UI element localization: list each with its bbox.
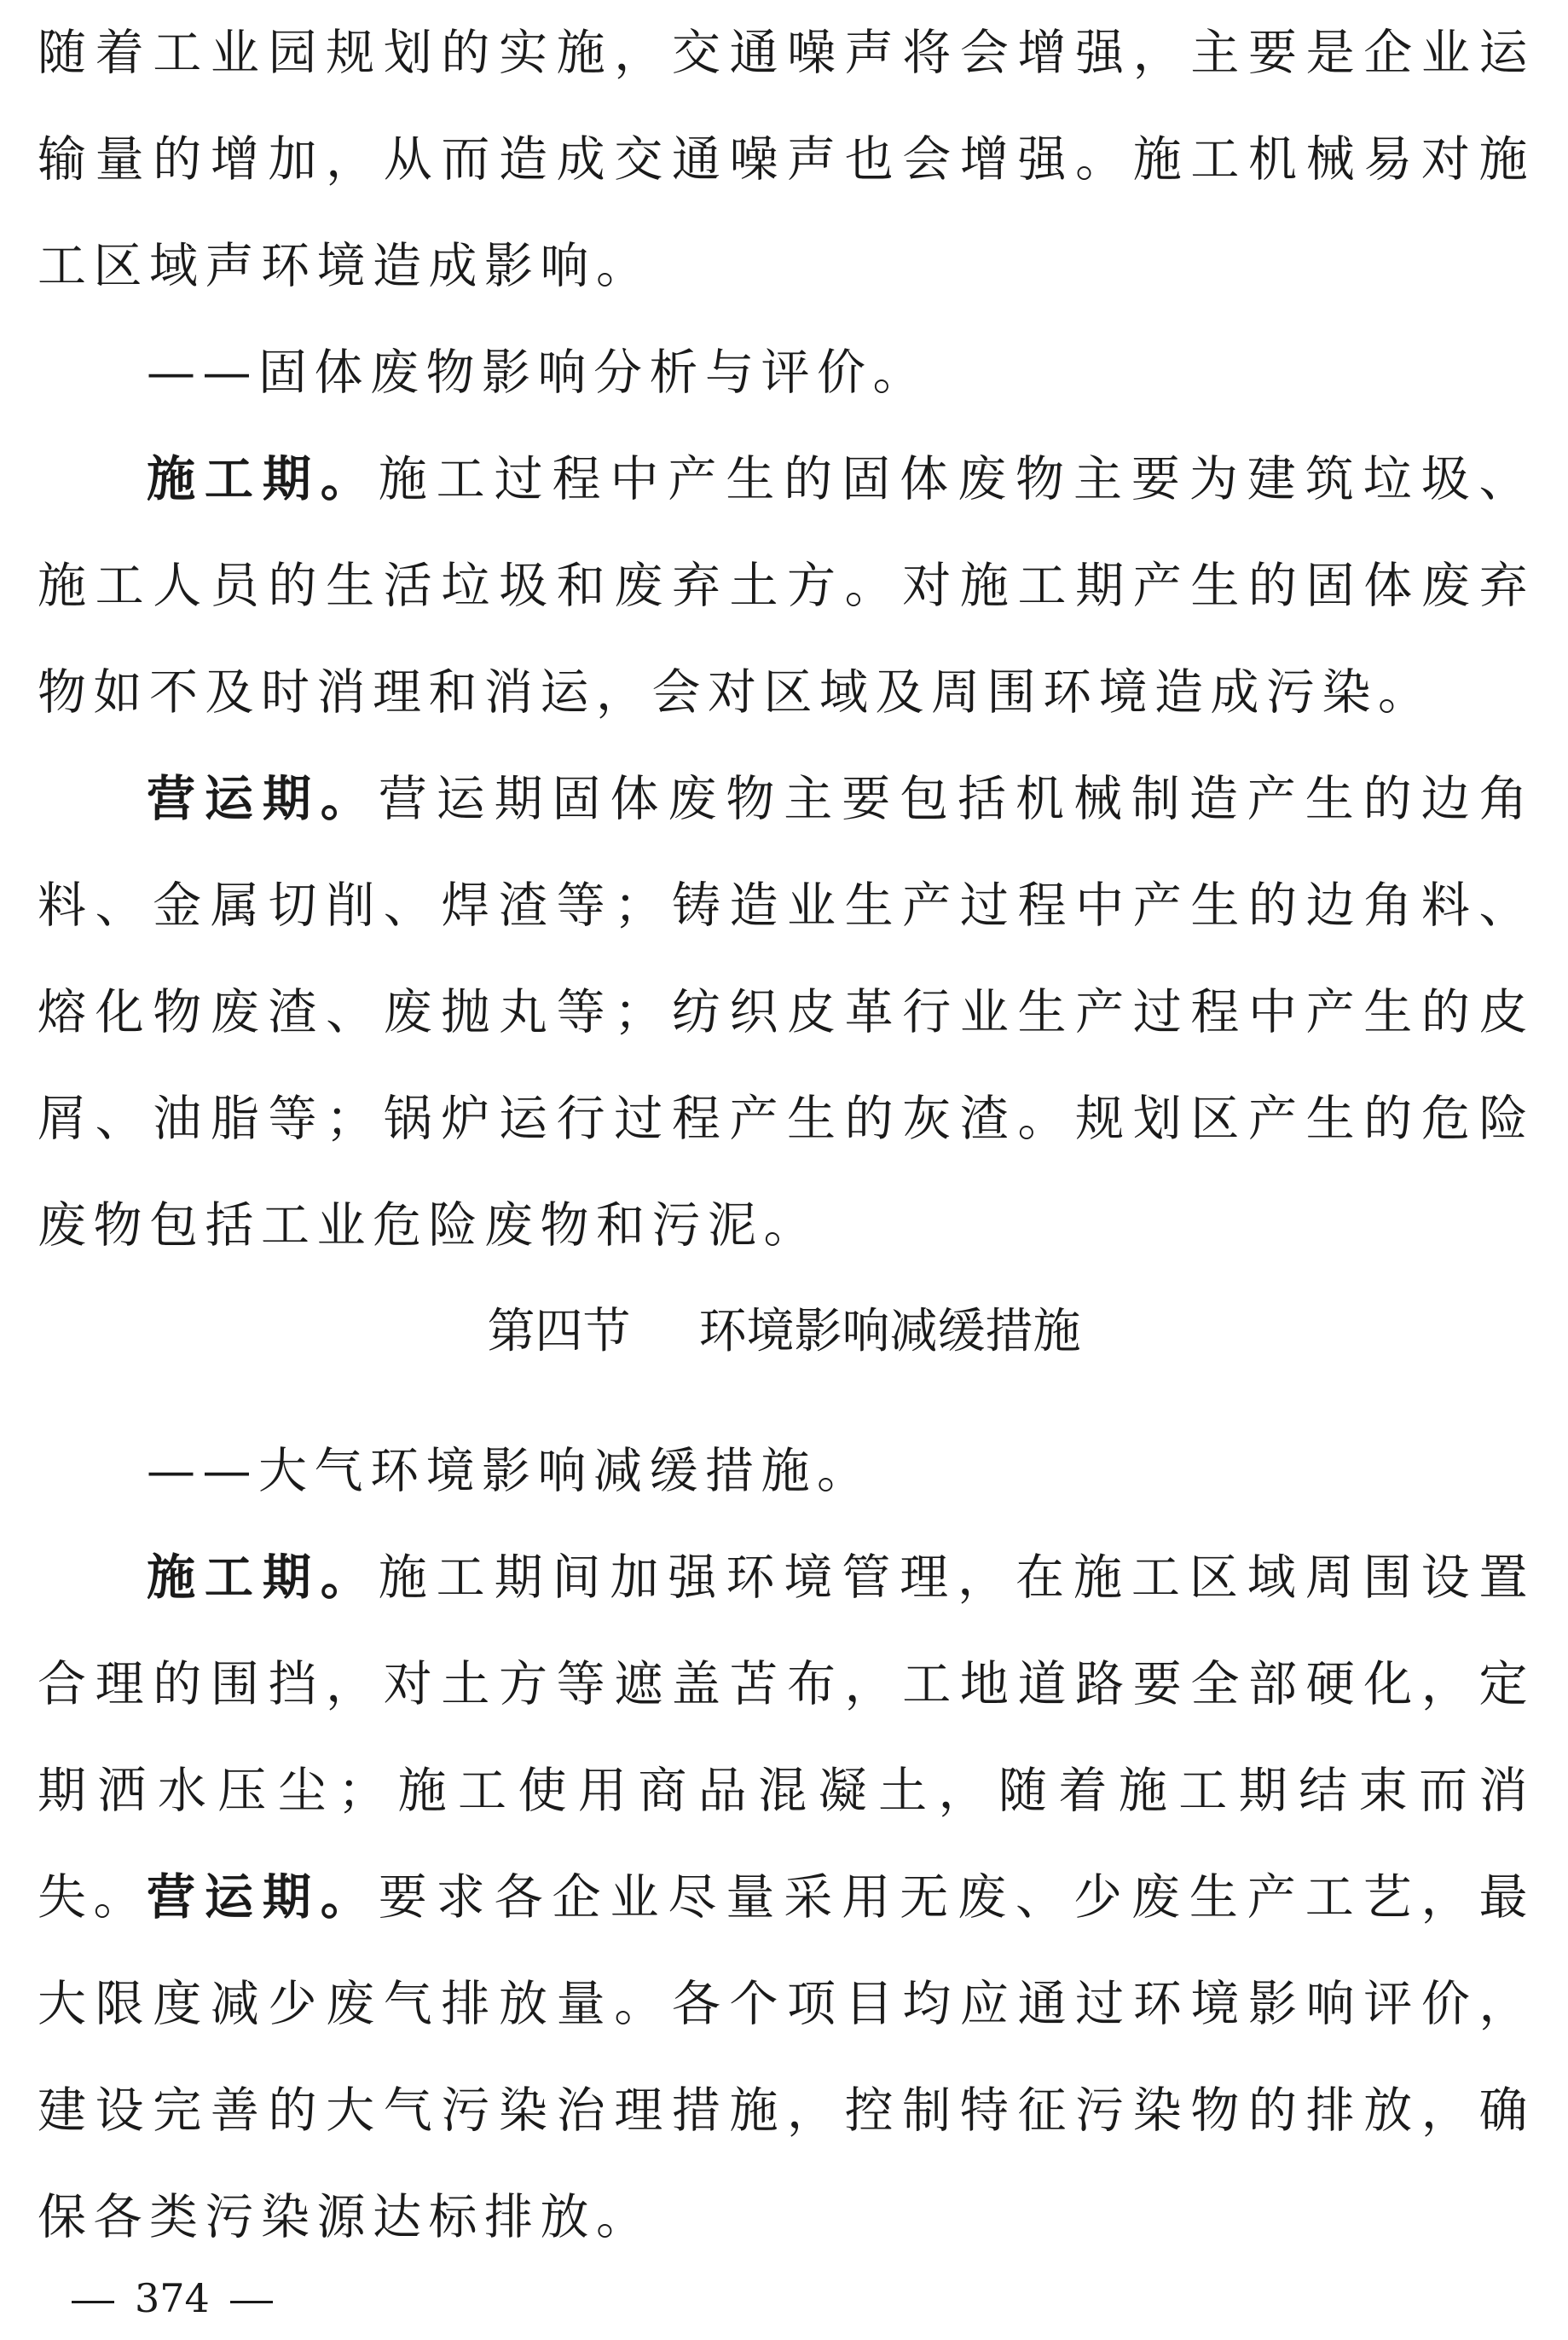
subheading-air-mitigation <box>38 1418 1535 1525</box>
page-footer <box>51 2273 293 2324</box>
paragraph-construction-waste-text: 施工过程中产生的固体废物主要为建筑垃圾、施工人员的生活垃圾和废弃土方。对施工期产生的固体废弃物如不及时消理和消运，会对区域及周围环境造成污染。 <box>38 451 1536 721</box>
paragraph-operation-air <box>38 1845 1535 2271</box>
paragraph-noise-text: 随着工业园规划的实施，交通噪声将会增强，主要是企业运输量的增加，从而造成交通噪声也会增强。施工机械易对施工区域声环境造成影响。 <box>38 25 1535 294</box>
lead-construction-period: 施工期。 <box>147 451 379 507</box>
lead-operation-period-air: 营运期。 <box>147 1869 379 1926</box>
footer-dash-right <box>230 2301 273 2303</box>
subheading-solid-waste <box>38 320 1535 426</box>
paragraph-noise <box>38 0 1535 320</box>
section-number: 第四节 <box>487 1304 631 1359</box>
footer-dash-left <box>72 2301 114 2303</box>
section-title-text: 环境影响减缓措施 <box>698 1304 1081 1359</box>
paragraph-operation-air-text: 要求各企业尽量采用无废、少废生产工艺，最大限度减少废气排放量。各个项目均应通过环境影响评价，建设完善的大气污染治理措施，控制特征污染物的排放，确保各类污染源达标排放。 <box>38 1869 1536 2245</box>
paragraph-operation-waste <box>38 746 1535 1279</box>
section-title <box>0 1289 1568 1375</box>
lead-operation-period: 营运期。 <box>147 771 379 827</box>
subheading-solid-waste-text: ——固体废物影响分析与评价。 <box>147 345 929 401</box>
paragraph-operation-waste-text: 营运期固体废物主要包括机械制造产生的边角料、金属切削、焊渣等；铸造业生产过程中产生的边角料、熔化物废渣、废抛丸等；纺织皮革行业生产过程中产生的皮屑、油脂等；锅炉运行过程产生的灰渣。规划区产生的危险废物包括工业危险废物和污泥。 <box>38 771 1536 1254</box>
lead-construction-period-air: 施工期。 <box>147 1549 379 1606</box>
page-number: 374 <box>135 2275 210 2321</box>
paragraph-construction-waste <box>38 426 1535 746</box>
paragraph-construction-air-text: 施工期间加强环境管理，在施工区域周围设置合理的围挡，对土方等遮盖苫布，工地道路要全部硬化，定期洒水压尘；施工使用商品混凝土，随着施工期结束而消失。 <box>38 1549 1536 1926</box>
subheading-air-mitigation-text: ——大气环境影响减缓措施。 <box>147 1443 873 1499</box>
